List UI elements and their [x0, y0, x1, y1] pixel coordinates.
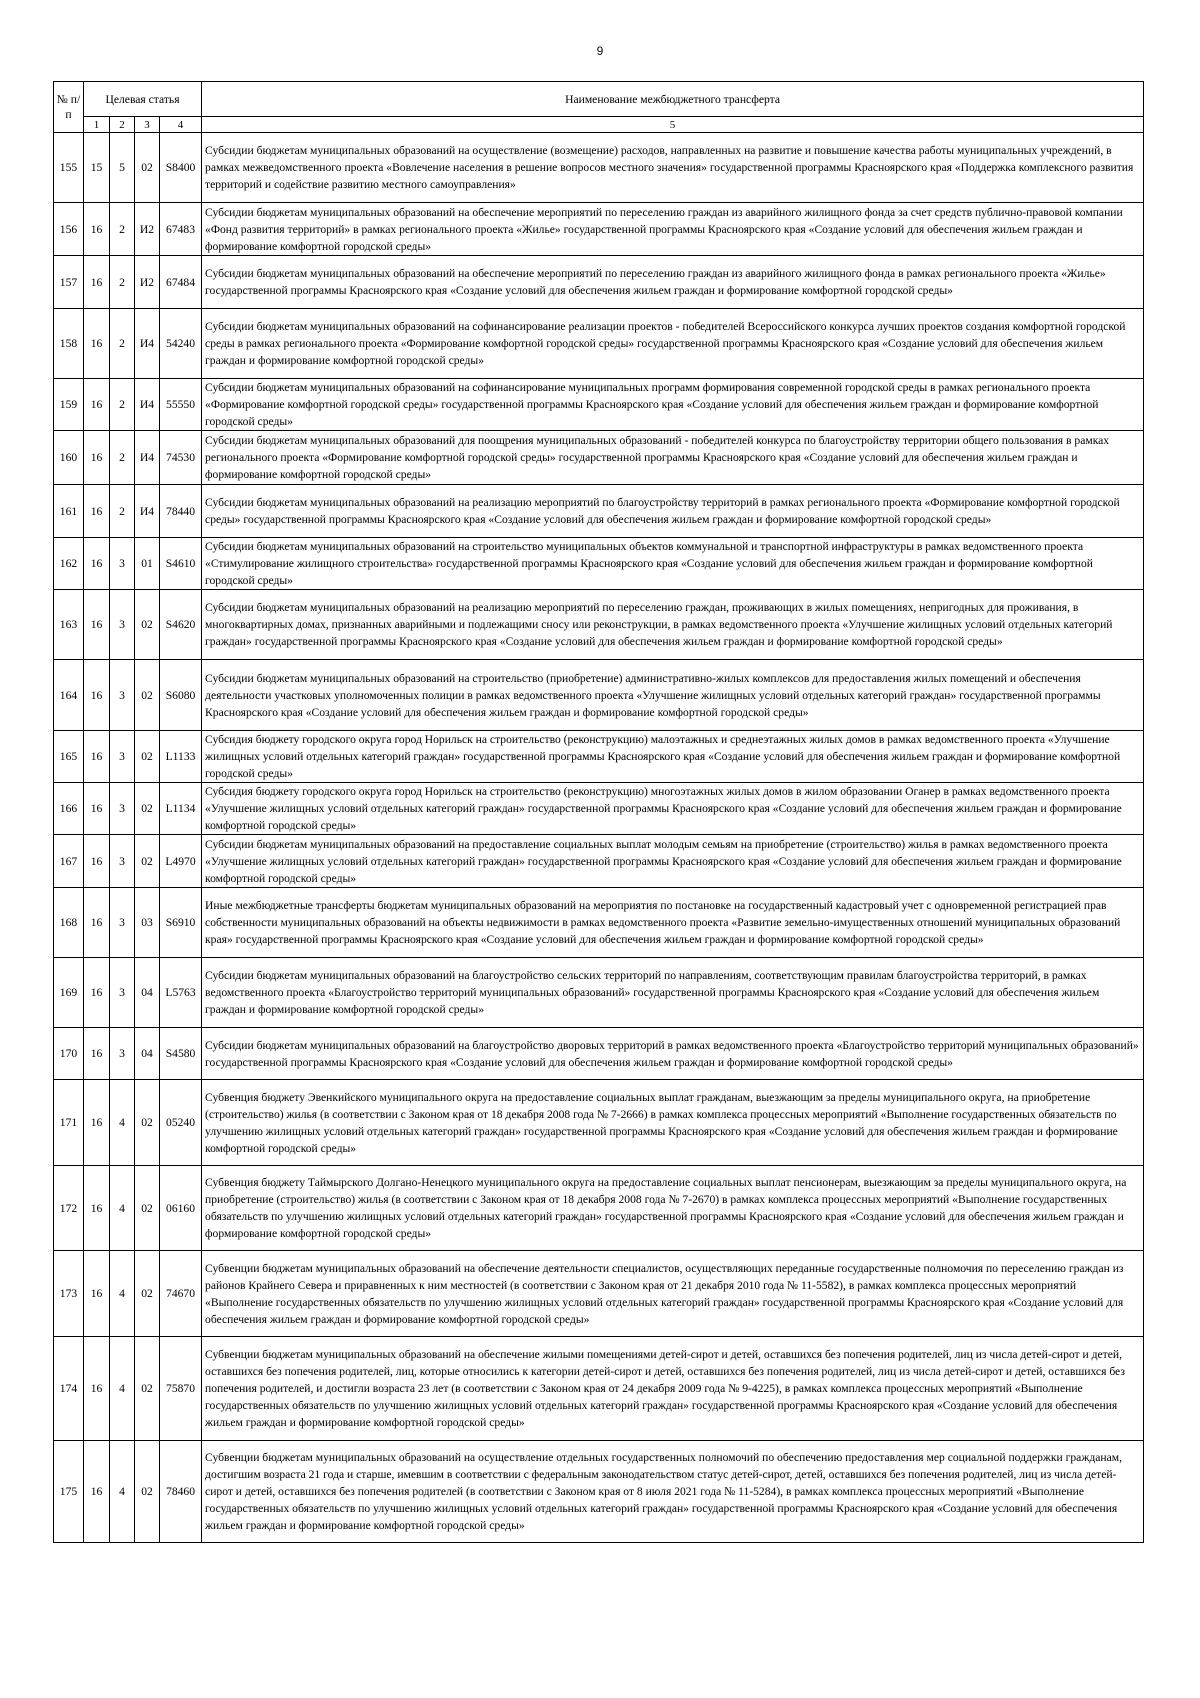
transfer-name: Субсидии бюджетам муниципальных образований на софинансирование муниципальных программ формирования современной городской среды в рамках регионального проекта «Формирование комфортной городской среды» государственной программы Красноярского края «Создание условий для обеспечения жильем граждан и формирование комфортной городской среды»: [202, 379, 1144, 431]
transfer-name: Субвенции бюджетам муниципальных образований на осуществление отдельных государственных полномочий по обеспечению предоставления мер социальной поддержки гражданам, достигшим возраста 21 года и старше, имевшим в соответствии с федеральным законодательством статус детей-сирот, детей, оставшихся без попечения родителей, лиц из числа детей-сирот и детей, оставшихся без попечения родителей (в соответствии с Законом края от 8 июля 2021 года № 11-5284), в рамках комплекса процессных мероприятий «Выполнение государственных обязательств по улучшению жилищных условий отдельных категорий граждан» государственной программы Красноярского края «Создание условий для обеспечения жильем граждан и формирование комфортной городской среды»: [202, 1441, 1144, 1543]
transfer-name: Субвенция бюджету Таймырского Долгано-Ненецкого муниципального округа на предоставление социальных выплат пенсионерам, выезжающим за пределы муниципального округа, на приобретение (строительство) жилья (в соответствии с Законом края от 18 декабря 2008 года № 7-2670) в рамках комплекса процессных мероприятий «Выполнение государственных обязательств по улучшению жилищных условий отдельных категорий граждан» государственной программы Красноярского края «Создание условий для обеспечения жильем граждан и формирование комфортной городской среды»: [202, 1166, 1144, 1251]
target-code-4: 78440: [160, 485, 202, 538]
transfer-name: Субсидии бюджетам муниципальных образований на благоустройство сельских территорий по направлениям, соответствующим правилам благоустройства территорий, в рамках ведомственного проекта «Благоустройство территорий муниципальных образований» государственной программы Красноярского края «Создание условий для обеспечения жильем граждан и формирование комфортной городской среды»: [202, 958, 1144, 1028]
transfer-name: Иные межбюджетные трансферты бюджетам муниципальных образований на мероприятия по постановке на государственный кадастровый учет с одновременной регистрацией прав собственности муниципальных образований на объекты недвижимости в рамках ведомственного проекта «Развитие земельно-имущественных отношений муниципальных образований края» государственной программы Красноярского края «Создание условий для обеспечения жильем граждан и формирование комфортной городской среды»: [202, 888, 1144, 958]
table-row: [54, 309, 1144, 379]
target-code-2: 2: [110, 309, 135, 379]
target-code-3: 02: [135, 590, 160, 660]
target-code-3: 02: [135, 1166, 160, 1251]
target-code-1: 16: [84, 660, 110, 731]
target-code-2: 3: [110, 958, 135, 1028]
target-code-3: 02: [135, 835, 160, 888]
target-code-4: 78460: [160, 1441, 202, 1543]
target-code-1: 16: [84, 1337, 110, 1441]
transfer-name: Субсидии бюджетам муниципальных образований на строительство (приобретение) административно-жилых комплексов для предоставления жилых помещений и обеспечения деятельности участковых уполномоченных полиции в рамках ведомственного проекта «Улучшение жилищных условий отдельных категорий граждан» государственной программы Красноярского края «Создание условий для обеспечения жильем граждан и формирование комфортной городской среды»: [202, 660, 1144, 731]
target-code-2: 3: [110, 660, 135, 731]
row-number: 161: [54, 485, 84, 538]
transfer-name: Субвенции бюджетам муниципальных образований на обеспечение жилыми помещениями детей-сирот и детей, оставшихся без попечения родителей, лиц из числа детей-сирот и детей, оставшихся без попечения родителей, лиц, которые относились к категории детей-сирот и детей, оставшихся без попечения родителей, лиц из числа детей-сирот и детей, оставшихся без попечения родителей, и достигли возраста 23 лет (в соответствии с Законом края от 24 декабря 2009 года № 9-4225), в рамках комплекса процессных мероприятий «Выполнение государственных обязательств по улучшению жилищных условий отдельных категорий граждан» государственной программы Красноярского края «Создание условий для обеспечения жильем граждан и формирование комфортной городской среды»: [202, 1337, 1144, 1441]
target-code-1: 16: [84, 309, 110, 379]
target-code-2: 3: [110, 783, 135, 835]
row-number: 173: [54, 1251, 84, 1337]
transfer-name: Субсидия бюджету городского округа город Норильск на строительство (реконструкцию) многоэтажных жилых домов в жилом образовании Оганер в рамках ведомственного проекта «Улучшение жилищных условий отдельных категорий граждан» государственной программы Красноярского края «Создание условий для обеспечения жильем граждан и формирование комфортной городской среды»: [202, 783, 1144, 835]
header-target-article: Целевая статья: [84, 82, 202, 117]
target-code-3: 02: [135, 133, 160, 203]
target-code-3: 02: [135, 1080, 160, 1166]
target-code-2: 4: [110, 1080, 135, 1166]
table-row: [54, 1251, 1144, 1337]
target-code-1: 16: [84, 431, 110, 485]
target-code-1: 16: [84, 958, 110, 1028]
target-code-3: 03: [135, 888, 160, 958]
target-code-2: 2: [110, 485, 135, 538]
target-code-4: L5763: [160, 958, 202, 1028]
header-number: № п/п: [54, 82, 84, 133]
target-code-3: 02: [135, 731, 160, 783]
target-code-4: 54240: [160, 309, 202, 379]
row-number: 174: [54, 1337, 84, 1441]
header-col-4: 4: [160, 117, 202, 133]
table-row: [54, 379, 1144, 431]
transfer-name: Субвенция бюджету Эвенкийского муниципального округа на предоставление социальных выплат гражданам, выезжающим за пределы муниципального округа, на приобретение (строительство) жилья (в соответствии с Законом края от 18 декабря 2008 года № 7-2666) в рамках комплекса процессных мероприятий «Выполнение государственных обязательств по улучшению жилищных условий отдельных категорий граждан» государственной программы Красноярского края «Создание условий для обеспечения жильем граждан и формирование комфортной городской среды»: [202, 1080, 1144, 1166]
target-code-4: 74670: [160, 1251, 202, 1337]
header-col-1: 1: [84, 117, 110, 133]
target-code-2: 4: [110, 1441, 135, 1543]
table-row: [54, 203, 1144, 256]
target-code-4: 05240: [160, 1080, 202, 1166]
target-code-2: 4: [110, 1166, 135, 1251]
table-row: [54, 835, 1144, 888]
target-code-4: 67483: [160, 203, 202, 256]
row-number: 172: [54, 1166, 84, 1251]
target-code-1: 16: [84, 731, 110, 783]
target-code-2: 5: [110, 133, 135, 203]
target-code-4: L1134: [160, 783, 202, 835]
target-code-2: 3: [110, 1028, 135, 1080]
target-code-2: 4: [110, 1251, 135, 1337]
target-code-4: S8400: [160, 133, 202, 203]
target-code-1: 16: [84, 1028, 110, 1080]
row-number: 158: [54, 309, 84, 379]
target-code-1: 16: [84, 538, 110, 590]
target-code-4: L1133: [160, 731, 202, 783]
target-code-2: 3: [110, 835, 135, 888]
transfers-table: [53, 81, 1144, 1543]
target-code-2: 3: [110, 590, 135, 660]
table-row: [54, 133, 1144, 203]
target-code-3: И4: [135, 379, 160, 431]
target-code-4: 74530: [160, 431, 202, 485]
target-code-3: 04: [135, 1028, 160, 1080]
target-code-1: 16: [84, 379, 110, 431]
target-code-1: 16: [84, 1251, 110, 1337]
row-number: 168: [54, 888, 84, 958]
target-code-4: S6910: [160, 888, 202, 958]
row-number: 162: [54, 538, 84, 590]
target-code-3: И4: [135, 485, 160, 538]
row-number: 175: [54, 1441, 84, 1543]
transfer-name: Субсидии бюджетам муниципальных образований на предоставление социальных выплат молодым семьям на приобретение (строительство) жилья в рамках ведомственного проекта «Улучшение жилищных условий отдельных категорий граждан» государственной программы Красноярского края «Создание условий для обеспечения жильем граждан и формирование комфортной городской среды»: [202, 835, 1144, 888]
target-code-3: И2: [135, 203, 160, 256]
target-code-2: 3: [110, 538, 135, 590]
transfer-name: Субсидии бюджетам муниципальных образований на осуществление (возмещение) расходов, направленных на развитие и повышение качества работы муниципальных учреждений, в рамках межведомственного проекта «Вовлечение населения в решение вопросов местного значения» государственной программы Красноярского края «Поддержка комплексного развития территорий и содействие развитию местного самоуправления»: [202, 133, 1144, 203]
header-col-3: 3: [135, 117, 160, 133]
transfer-name: Субсидии бюджетам муниципальных образований на обеспечение мероприятий по переселению граждан из аварийного жилищного фонда в рамках регионального проекта «Жилье» государственной программы Красноярского края «Создание условий для обеспечения жильем граждан и формирование комфортной городской среды»: [202, 256, 1144, 309]
target-code-2: 2: [110, 379, 135, 431]
row-number: 170: [54, 1028, 84, 1080]
transfer-name: Субсидии бюджетам муниципальных образований на обеспечение мероприятий по переселению граждан из аварийного жилищного фонда за счет средств публично-правовой компании «Фонд развития территорий» в рамках регионального проекта «Жилье» государственной программы Красноярского края «Создание условий для обеспечения жильем граждан и формирование комфортной городской среды»: [202, 203, 1144, 256]
transfer-name: Субсидии бюджетам муниципальных образований на строительство муниципальных объектов коммунальной и транспортной инфраструктуры в рамках ведомственного проекта «Стимулирование жилищного строительства» государственной программы Красноярского края «Создание условий для обеспечения жильем граждан и формирование комфортной городской среды»: [202, 538, 1144, 590]
row-number: 156: [54, 203, 84, 256]
table-row: [54, 485, 1144, 538]
target-code-4: S4580: [160, 1028, 202, 1080]
target-code-2: 3: [110, 731, 135, 783]
table-row: [54, 1166, 1144, 1251]
target-code-3: 02: [135, 1441, 160, 1543]
target-code-1: 16: [84, 783, 110, 835]
target-code-3: И4: [135, 309, 160, 379]
page-number: 9: [596, 44, 604, 58]
table-row: [54, 256, 1144, 309]
row-number: 167: [54, 835, 84, 888]
row-number: 157: [54, 256, 84, 309]
row-number: 169: [54, 958, 84, 1028]
table-row: [54, 431, 1144, 485]
target-code-4: L4970: [160, 835, 202, 888]
row-number: 163: [54, 590, 84, 660]
target-code-4: S6080: [160, 660, 202, 731]
transfer-name: Субсидии бюджетам муниципальных образований на благоустройство дворовых территорий в рамках ведомственного проекта «Благоустройство территорий муниципальных образований» государственной программы Красноярского края «Создание условий для обеспечения жильем граждан и формирование комфортной городской среды»: [202, 1028, 1144, 1080]
transfer-name: Субсидии бюджетам муниципальных образований на реализацию мероприятий по переселению граждан, проживающих в жилых помещениях, непригодных для проживания, в многоквартирных домах, признанных аварийными и подлежащими сносу или реконструкции, в рамках ведомственного проекта «Улучшение жилищных условий отдельных категорий граждан» государственной программы Красноярского края «Создание условий для обеспечения жильем граждан и формирование комфортной городской среды»: [202, 590, 1144, 660]
table-body: [54, 133, 1144, 1543]
table-row: [54, 958, 1144, 1028]
transfer-name: Субсидия бюджету городского округа город Норильск на строительство (реконструкцию) малоэтажных и среднеэтажных жилых домов в рамках ведомственного проекта «Улучшение жилищных условий отдельных категорий граждан» государственной программы Красноярского края «Создание условий для обеспечения жильем граждан и формирование комфортной городской среды»: [202, 731, 1144, 783]
header-col-2: 2: [110, 117, 135, 133]
row-number: 171: [54, 1080, 84, 1166]
row-number: 164: [54, 660, 84, 731]
transfer-name: Субвенции бюджетам муниципальных образований на обеспечение деятельности специалистов, осуществляющих переданные государственные полномочия по переселению граждан из районов Крайнего Севера и приравненных к ним местностей (в соответствии с Законом края от 21 декабря 2010 года № 11-5582), в рамках комплекса процессных мероприятий «Выполнение государственных обязательств по улучшению жилищных условий отдельных категорий граждан» государственной программы Красноярского края «Создание условий для обеспечения жильем граждан и формирование комфортной городской среды»: [202, 1251, 1144, 1337]
table-row: [54, 1028, 1144, 1080]
target-code-1: 16: [84, 485, 110, 538]
target-code-4: 67484: [160, 256, 202, 309]
target-code-3: 02: [135, 660, 160, 731]
target-code-1: 16: [84, 888, 110, 958]
target-code-1: 16: [84, 203, 110, 256]
table-row: [54, 590, 1144, 660]
target-code-4: 55550: [160, 379, 202, 431]
target-code-1: 16: [84, 835, 110, 888]
table-row: [54, 1337, 1144, 1441]
target-code-2: 2: [110, 431, 135, 485]
target-code-3: 01: [135, 538, 160, 590]
target-code-3: 02: [135, 783, 160, 835]
target-code-2: 4: [110, 1337, 135, 1441]
target-code-2: 2: [110, 203, 135, 256]
target-code-1: 16: [84, 256, 110, 309]
row-number: 166: [54, 783, 84, 835]
target-code-1: 16: [84, 590, 110, 660]
table-row: [54, 888, 1144, 958]
target-code-3: 02: [135, 1337, 160, 1441]
table-row: [54, 1080, 1144, 1166]
target-code-4: S4620: [160, 590, 202, 660]
row-number: 160: [54, 431, 84, 485]
target-code-1: 16: [84, 1166, 110, 1251]
table-row: [54, 538, 1144, 590]
transfer-name: Субсидии бюджетам муниципальных образований на реализацию мероприятий по благоустройству территорий в рамках регионального проекта «Формирование комфортной городской среды» государственной программы Красноярского края «Создание условий для обеспечения жильем граждан и формирование комфортной городской среды»: [202, 485, 1144, 538]
target-code-2: 2: [110, 256, 135, 309]
target-code-1: 15: [84, 133, 110, 203]
table-row: [54, 783, 1144, 835]
table-row: [54, 660, 1144, 731]
transfer-name: Субсидии бюджетам муниципальных образований на софинансирование реализации проектов - победителей Всероссийского конкурса лучших проектов создания комфортной городской среды в рамках регионального проекта «Формирование комфортной городской среды» государственной программы Красноярского края «Создание условий для обеспечения жильем граждан и формирование комфортной городской среды»: [202, 309, 1144, 379]
target-code-3: И2: [135, 256, 160, 309]
target-code-3: И4: [135, 431, 160, 485]
header-col-5: 5: [202, 117, 1144, 133]
target-code-3: 04: [135, 958, 160, 1028]
target-code-3: 02: [135, 1251, 160, 1337]
table-row: [54, 731, 1144, 783]
target-code-2: 3: [110, 888, 135, 958]
row-number: 165: [54, 731, 84, 783]
row-number: 155: [54, 133, 84, 203]
target-code-4: 75870: [160, 1337, 202, 1441]
target-code-1: 16: [84, 1441, 110, 1543]
target-code-1: 16: [84, 1080, 110, 1166]
row-number: 159: [54, 379, 84, 431]
target-code-4: S4610: [160, 538, 202, 590]
table-row: [54, 1441, 1144, 1543]
header-transfer-name: Наименование межбюджетного трансферта: [202, 82, 1144, 117]
target-code-4: 06160: [160, 1166, 202, 1251]
transfer-name: Субсидии бюджетам муниципальных образований для поощрения муниципальных образований - победителей конкурса по благоустройству территории общего пользования в рамках регионального проекта «Формирование комфортной городской среды» государственной программы Красноярского края «Создание условий для обеспечения жильем граждан и формирование комфортной городской среды»: [202, 431, 1144, 485]
